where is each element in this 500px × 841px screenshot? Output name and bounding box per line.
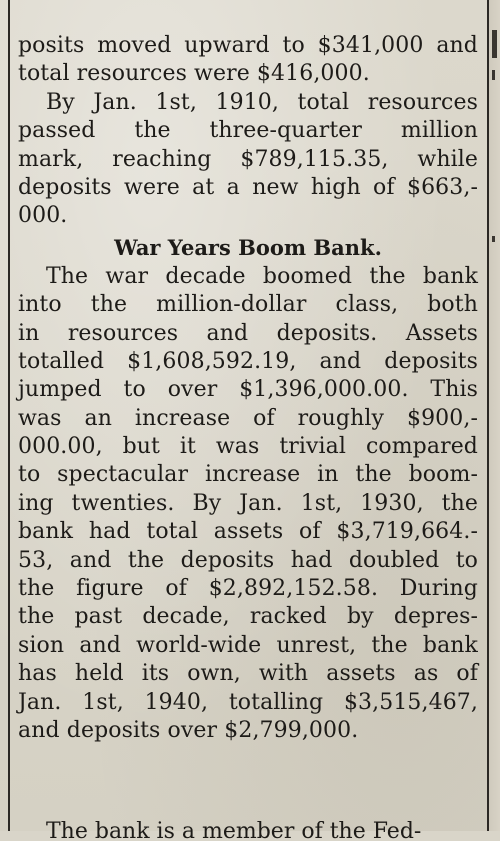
text-line: and deposits over $2,799,000. (18, 717, 359, 743)
text-line: the past decade, racked by depres- (18, 604, 478, 630)
text-line: to spectacular increase in the boom- (18, 462, 478, 488)
text-line: 53, and the deposits had doubled to (18, 547, 478, 573)
article-column (18, 32, 478, 745)
text-line: was an increase of roughly $900,- (18, 405, 478, 431)
adjacent-column-glyph (492, 30, 497, 58)
text-line: jumped to over $1,396,000.00. This (18, 377, 478, 403)
text-line: 000.00, but it was trivial compared (18, 434, 478, 460)
cutoff-text-line (18, 821, 478, 841)
text-line: in resources and deposits. Assets (18, 320, 478, 346)
section-subheading: War Years Boom Bank. (114, 234, 382, 260)
text-line: Jan. 1st, 1940, totalling $3,515,467, (18, 689, 478, 715)
text-line: posits moved upward to $341,000 and (18, 33, 478, 58)
text-line: deposits were at a new high of $663,- (18, 174, 478, 200)
text-line: mark, reaching $789,115.35, while (18, 146, 478, 172)
text-line: By Jan. 1st, 1910, total resources (46, 89, 478, 115)
text-line: passed the three-quarter million (18, 118, 478, 144)
text-line: totalled $1,608,592.19, and deposits (18, 348, 478, 374)
text-line: 000. (18, 203, 68, 229)
text-line: into the million-dollar class, both (18, 292, 478, 318)
text-line: The bank is a member of the Fed- (46, 821, 422, 841)
text-line: The war decade boomed the bank (46, 263, 478, 289)
text-line: ing twenties. By Jan. 1st, 1930, the (18, 490, 478, 516)
text-line: sion and world-wide unrest, the bank (18, 632, 478, 658)
adjacent-column-glyph (492, 236, 495, 242)
adjacent-column-edge (489, 0, 500, 831)
text-line: has held its own, with assets as of (18, 661, 478, 687)
text-line: total resources were $416,000. (18, 61, 370, 87)
text-line: bank had total assets of $3,719,664.- (18, 519, 478, 545)
text-line: the figure of $2,892,152.58. During (18, 576, 478, 602)
adjacent-column-glyph (492, 70, 495, 80)
column-rule-left (8, 0, 10, 831)
